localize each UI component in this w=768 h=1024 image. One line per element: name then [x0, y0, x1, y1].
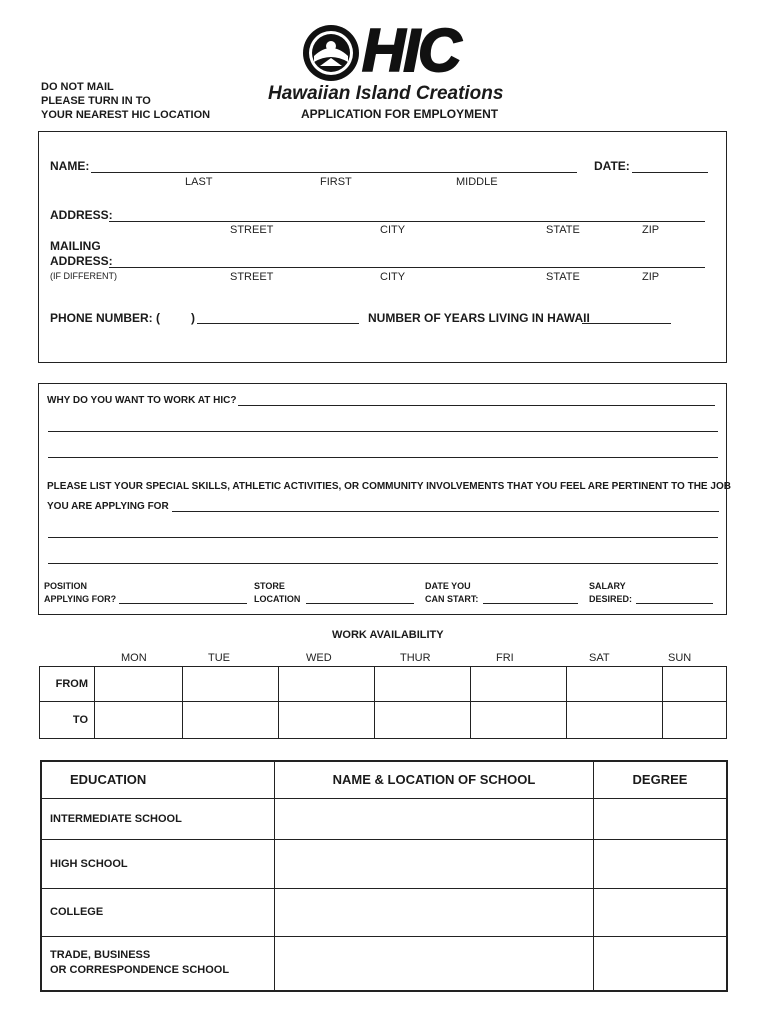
- form-title: APPLICATION FOR EMPLOYMENT: [301, 107, 499, 121]
- years-field[interactable]: [582, 323, 671, 324]
- to-sun-cell[interactable]: [663, 702, 727, 739]
- if-different-note: (IF DIFFERENT): [50, 271, 117, 281]
- salary-label-1: SALARY: [589, 581, 626, 591]
- date-label: DATE:: [594, 159, 630, 173]
- to-thur-cell[interactable]: [375, 702, 471, 739]
- from-sun-cell[interactable]: [663, 667, 727, 702]
- from-mon-cell[interactable]: [95, 667, 183, 702]
- start-date-label-1: DATE YOU: [425, 581, 471, 591]
- education-header-row: [41, 761, 727, 798]
- day-thur: THUR: [400, 652, 431, 664]
- education-table: [40, 760, 728, 992]
- start-date-label-2: CAN START:: [425, 594, 479, 604]
- notice-text: [41, 80, 210, 122]
- name-field[interactable]: [91, 172, 577, 173]
- day-fri: FRI: [496, 652, 514, 664]
- education-header: [41, 761, 275, 798]
- school-header: [275, 761, 594, 798]
- store-field[interactable]: [306, 603, 414, 604]
- trade-label-2: OR CORRESPONDENCE SCHOOL: [50, 964, 230, 977]
- from-fri-cell[interactable]: [471, 667, 567, 702]
- notice-line-3: YOUR NEAREST HIC LOCATION: [41, 109, 211, 121]
- store-label: [254, 580, 300, 606]
- intermediate-label-text: INTERMEDIATE SCHOOL: [50, 812, 182, 825]
- college-degree-cell[interactable]: [594, 888, 728, 936]
- position-label-1: POSITION: [44, 581, 88, 591]
- skills-label-2: YOU ARE APPLYING FOR: [47, 501, 169, 512]
- intermediate-school-cell[interactable]: [275, 798, 594, 839]
- position-label: [44, 580, 116, 606]
- to-sat-cell[interactable]: [567, 702, 663, 739]
- trade-degree-cell[interactable]: [594, 936, 728, 991]
- why-field-line-1[interactable]: [238, 405, 715, 406]
- to-fri-cell[interactable]: [471, 702, 567, 739]
- education-header-text: EDUCATION: [70, 772, 147, 788]
- mailing-state-caption: STATE: [546, 271, 580, 283]
- education-row-high-school: [41, 839, 727, 888]
- address-label: ADDRESS:: [50, 208, 113, 222]
- salary-label: [589, 580, 632, 606]
- high-school-label-text: HIGH SCHOOL: [50, 857, 128, 870]
- college-label-text: COLLEGE: [50, 906, 104, 918]
- from-wed-cell[interactable]: [279, 667, 375, 702]
- mailing-label: [50, 239, 113, 269]
- degree-header: [594, 761, 728, 798]
- skills-label-1: PLEASE LIST YOUR SPECIAL SKILLS, ATHLETIC ACTIVITIES, OR COMMUNITY INVOLVEMENTS THAT YOU FEEL ARE PERTINENT TO THE JOB: [47, 481, 731, 492]
- availability-title: WORK AVAILABILITY: [332, 629, 444, 641]
- position-field[interactable]: [119, 603, 247, 604]
- start-date-field[interactable]: [483, 603, 578, 604]
- day-mon: MON: [121, 652, 147, 664]
- day-sun: SUN: [668, 652, 692, 664]
- to-wed-cell[interactable]: [279, 702, 375, 739]
- from-sat-cell[interactable]: [567, 667, 663, 702]
- address-city-caption: CITY: [380, 224, 406, 236]
- address-zip-caption: ZIP: [642, 224, 660, 236]
- name-label: NAME:: [50, 159, 90, 173]
- skills-field-line-3[interactable]: [48, 563, 718, 564]
- start-date-label: [425, 580, 478, 606]
- from-label-text: FROM: [55, 678, 88, 690]
- address-state-caption: STATE: [546, 224, 580, 236]
- school-header-text: NAME & LOCATION OF SCHOOL: [332, 772, 536, 788]
- trade-school-cell[interactable]: [275, 936, 594, 991]
- mailing-address-field[interactable]: [109, 267, 705, 268]
- trade-label: [41, 936, 275, 991]
- intermediate-degree-cell[interactable]: [594, 798, 728, 839]
- company-name: Hawaiian Island Creations: [268, 83, 504, 104]
- day-wed: WED: [306, 652, 332, 664]
- from-label: [40, 667, 95, 702]
- day-tue: TUE: [208, 652, 230, 664]
- phone-field[interactable]: [197, 323, 359, 324]
- high-school-degree-cell[interactable]: [594, 839, 728, 888]
- to-label: [40, 702, 95, 739]
- to-tue-cell[interactable]: [183, 702, 279, 739]
- skills-field-line-1[interactable]: [172, 511, 719, 512]
- notice-line-2: PLEASE TURN IN TO: [41, 95, 151, 107]
- high-school-school-cell[interactable]: [275, 839, 594, 888]
- to-mon-cell[interactable]: [95, 702, 183, 739]
- mailing-city-caption: CITY: [380, 271, 406, 283]
- salary-label-2: DESIRED:: [589, 594, 633, 604]
- day-sat: SAT: [589, 652, 610, 664]
- address-street-caption: STREET: [230, 224, 274, 236]
- position-label-2: APPLYING FOR?: [44, 594, 117, 604]
- trade-label-1: TRADE, BUSINESS: [50, 949, 151, 962]
- phone-label: PHONE NUMBER: (: [50, 311, 160, 325]
- college-school-cell[interactable]: [275, 888, 594, 936]
- hic-logo: [300, 17, 480, 84]
- education-row-intermediate: [41, 798, 727, 839]
- why-field-line-2[interactable]: [48, 431, 718, 432]
- degree-header-text: DEGREE: [632, 772, 688, 788]
- education-row-college: [41, 888, 727, 936]
- why-field-line-3[interactable]: [48, 457, 718, 458]
- mailing-label-line-2: ADDRESS:: [50, 254, 113, 268]
- salary-field[interactable]: [636, 603, 713, 604]
- date-field[interactable]: [632, 172, 708, 173]
- availability-row-to: [40, 702, 727, 739]
- address-field[interactable]: [109, 221, 705, 222]
- store-label-2: LOCATION: [254, 594, 301, 604]
- name-last-caption: LAST: [185, 176, 213, 188]
- from-tue-cell[interactable]: [183, 667, 279, 702]
- name-first-caption: FIRST: [320, 176, 352, 188]
- why-label: WHY DO YOU WANT TO WORK AT HIC?: [47, 395, 237, 406]
- college-label: [41, 888, 275, 936]
- availability-row-from: [40, 667, 727, 702]
- years-label: NUMBER OF YEARS LIVING IN HAWAII: [368, 311, 590, 325]
- store-label-1: STORE: [254, 581, 285, 591]
- to-label-text: TO: [72, 714, 88, 726]
- name-middle-caption: MIDDLE: [456, 176, 498, 188]
- availability-table: [39, 666, 727, 739]
- mailing-label-line-1: MAILING: [50, 239, 101, 253]
- skills-field-line-2[interactable]: [48, 537, 718, 538]
- mailing-zip-caption: ZIP: [642, 271, 660, 283]
- education-row-trade: [41, 936, 727, 991]
- mailing-street-caption: STREET: [230, 271, 274, 283]
- high-school-label: [41, 839, 275, 888]
- from-thur-cell[interactable]: [375, 667, 471, 702]
- phone-close-paren: ): [191, 311, 195, 325]
- logo-text: HIC: [362, 17, 460, 84]
- intermediate-label: [41, 798, 275, 839]
- notice-line-1: DO NOT MAIL: [41, 81, 114, 93]
